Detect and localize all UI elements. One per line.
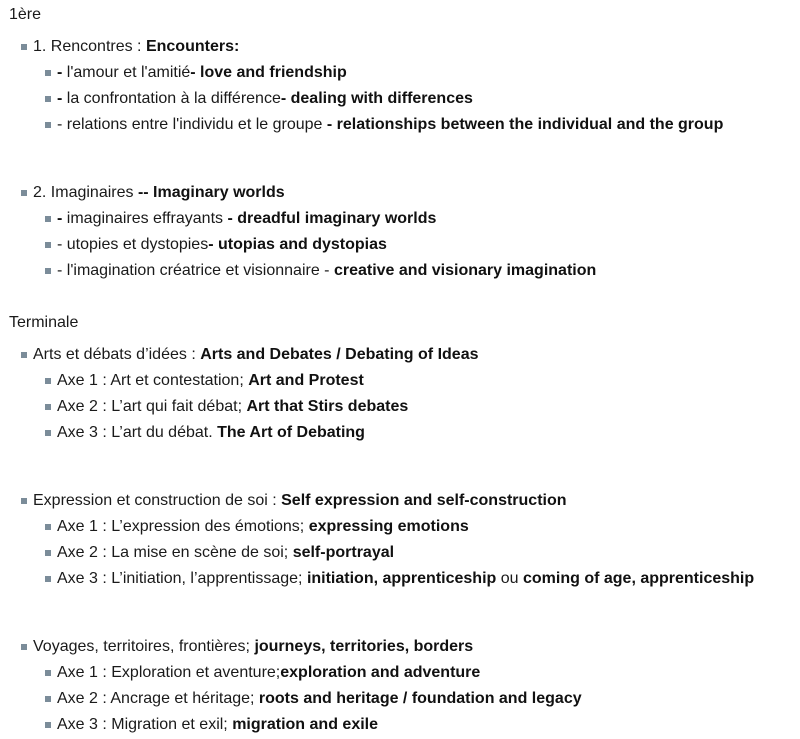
axis-fr: la confrontation à la différence [66, 90, 281, 107]
axis-item [33, 661, 800, 687]
theme-en: Arts and Debates / Debating of Ideas [200, 346, 479, 363]
axis-item [33, 113, 800, 139]
axis-fr: Axe 3 : L’initiation, l’apprentissage; [57, 570, 307, 587]
theme-imaginaires [9, 181, 800, 285]
axis-item [33, 713, 800, 739]
axis-item [33, 87, 800, 113]
axis-item [33, 233, 800, 259]
axis-fr: Axe 2 : La mise en scène de soi; [57, 544, 293, 561]
theme-en: Self expression and self-construction [281, 492, 567, 509]
axis-fr: Axe 3 : Migration et exil; [57, 716, 233, 733]
square-bullet-icon [45, 722, 51, 728]
square-bullet-icon [45, 96, 51, 102]
theme-list-terminale [9, 343, 800, 739]
axis-prefix: - [57, 90, 67, 107]
axis-en: The Art of Debating [217, 424, 365, 441]
square-bullet-icon [45, 268, 51, 274]
axis-en: - utopias and dystopias [208, 236, 387, 253]
square-bullet-icon [45, 550, 51, 556]
theme-arts-debats [9, 343, 800, 481]
axis-en: - relationships between the individual and the group [326, 116, 724, 133]
square-bullet-icon [21, 352, 27, 358]
square-bullet-icon [21, 498, 27, 504]
axis-item [33, 421, 800, 447]
square-bullet-icon [45, 696, 51, 702]
axis-fr: imaginaires effrayants [66, 210, 228, 227]
axis-fr: Axe 1 : Art et contestation; [57, 372, 249, 389]
axis-en: initiation, apprenticeship [306, 570, 497, 587]
theme-fr: 2. Imaginaires [33, 184, 138, 201]
square-bullet-icon [45, 404, 51, 410]
theme-list-premiere [9, 35, 800, 285]
square-bullet-icon [45, 430, 51, 436]
axis-fr: - utopies et dystopies [57, 236, 209, 253]
axis-fr: - l'imagination créatrice et visionnaire - [57, 262, 334, 279]
theme-fr: 1. Rencontres : [33, 38, 146, 55]
square-bullet-icon [45, 670, 51, 676]
theme-fr: Expression et construction de soi : [33, 492, 282, 509]
square-bullet-icon [45, 242, 51, 248]
axis-item [33, 687, 800, 713]
axis-en: migration and exile [232, 716, 378, 733]
square-bullet-icon [45, 70, 51, 76]
axis-en: - dealing with differences [280, 90, 473, 107]
axis-item [33, 369, 800, 395]
axis-prefix: - [57, 210, 67, 227]
level-title-premiere: 1ère [9, 6, 42, 23]
square-bullet-icon [21, 644, 27, 650]
axis-en-alt: coming of age, apprenticeship [522, 570, 755, 587]
axis-item [33, 567, 800, 593]
axis-fr: Axe 1 : L’expression des émotions; [57, 518, 309, 535]
axis-en: Art that Stirs debates [246, 398, 409, 415]
axis-fr: Axe 2 : Ancrage et héritage; [57, 690, 259, 707]
axis-item [33, 515, 800, 541]
theme-rencontres [9, 35, 800, 173]
level-title-terminale: Terminale [9, 314, 79, 331]
axis-fr: - relations entre l'individu et le groupe [57, 116, 327, 133]
axis-item [33, 61, 800, 87]
square-bullet-icon [45, 216, 51, 222]
axis-en: expressing emotions [308, 518, 469, 535]
axis-en: creative and visionary imagination [333, 262, 597, 279]
axis-item [33, 207, 800, 233]
square-bullet-icon [45, 524, 51, 530]
theme-expression-soi [9, 489, 800, 627]
theme-en: journeys, territories, borders [254, 638, 474, 655]
axis-en: - love and friendship [190, 64, 347, 81]
axis-fr: Axe 3 : L’art du débat. [57, 424, 218, 441]
axis-fr: l'amour et l'amitié [66, 64, 191, 81]
axis-en: - dreadful imaginary worlds [227, 210, 437, 227]
axis-item [33, 541, 800, 567]
square-bullet-icon [45, 576, 51, 582]
axis-fr: Axe 1 : Exploration et aventure; [57, 664, 281, 681]
axis-item [33, 259, 800, 285]
square-bullet-icon [45, 122, 51, 128]
theme-en: Encounters: [145, 38, 240, 55]
axis-en: self-portrayal [292, 544, 395, 561]
axis-fr: Axe 2 : L’art qui fait débat; [57, 398, 247, 415]
square-bullet-icon [21, 190, 27, 196]
axis-en: Art and Protest [248, 372, 364, 389]
axis-en: roots and heritage / foundation and legacy [258, 690, 582, 707]
axis-item [33, 395, 800, 421]
theme-fr: Arts et débats d’idées : [33, 346, 201, 363]
square-bullet-icon [21, 44, 27, 50]
theme-voyages [9, 635, 800, 739]
theme-fr: Voyages, territoires, frontières; [33, 638, 255, 655]
axis-joiner: ou [496, 570, 523, 587]
square-bullet-icon [45, 378, 51, 384]
axis-prefix: - [57, 64, 67, 81]
axis-en: exploration and adventure [280, 664, 481, 681]
theme-en: -- Imaginary worlds [137, 184, 285, 201]
